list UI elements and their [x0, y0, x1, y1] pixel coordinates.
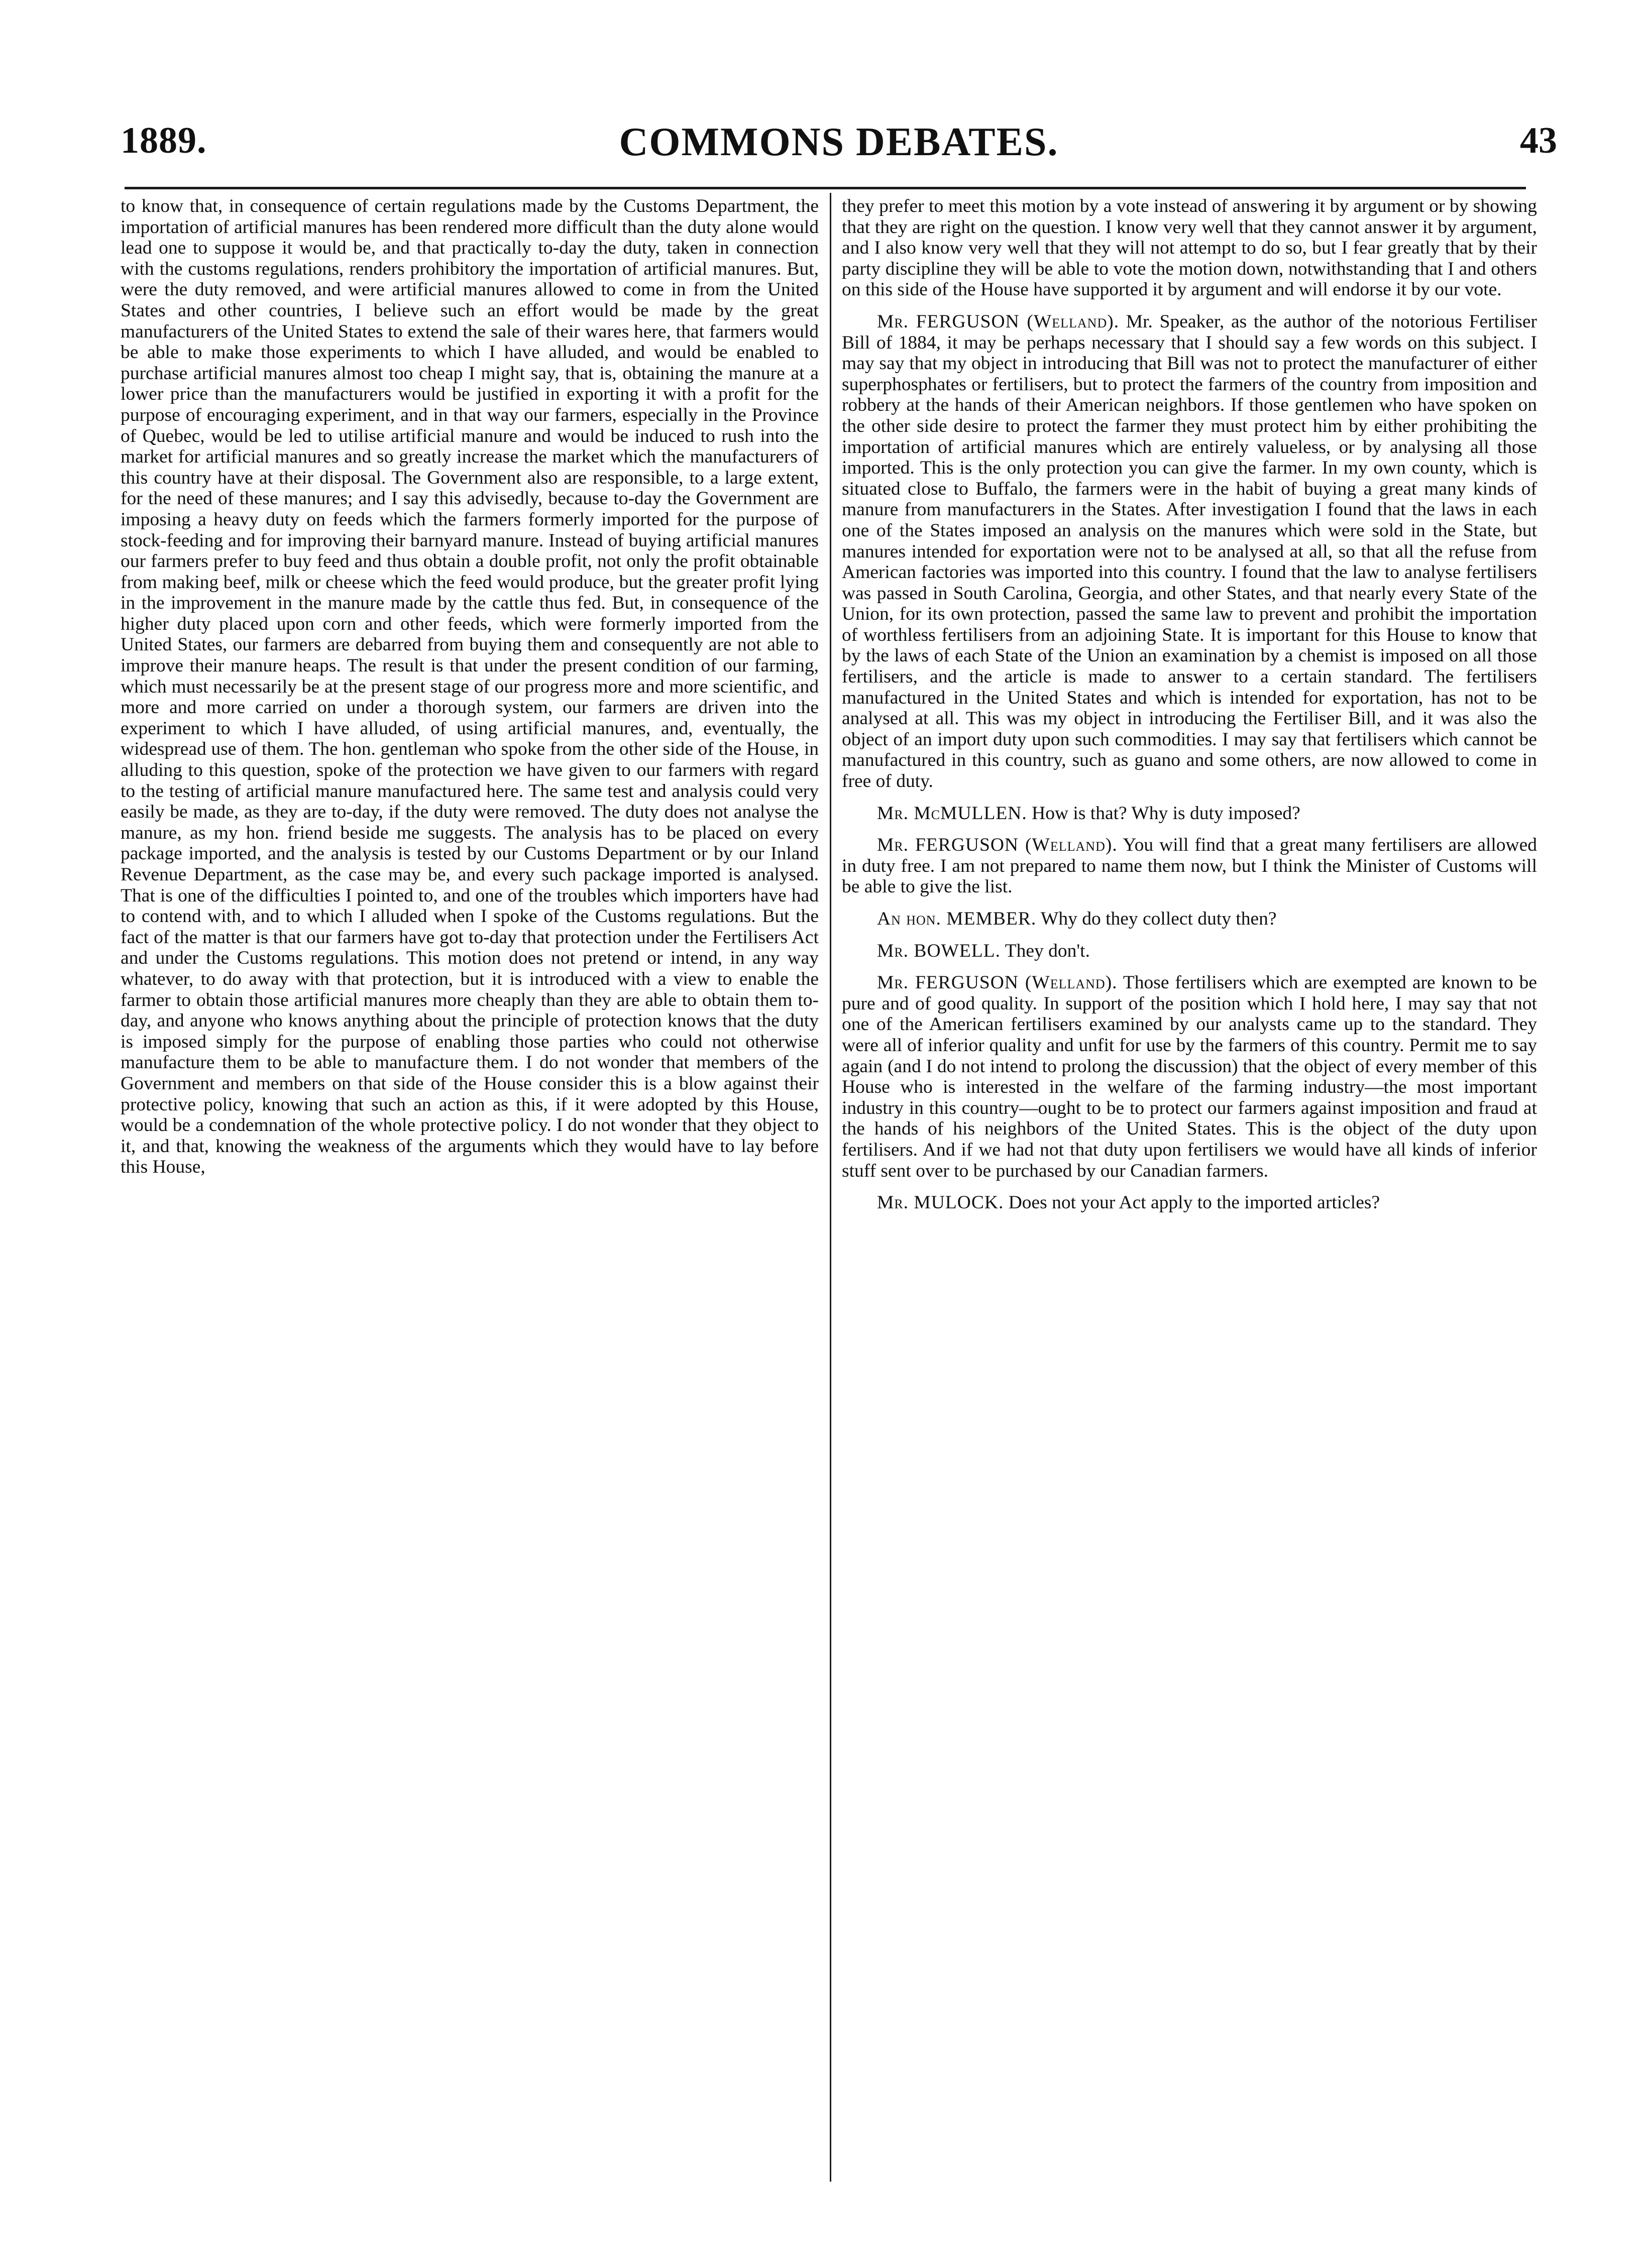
speaker-name: Mr. McMULLEN.	[877, 803, 1027, 824]
speaker-name: An hon. MEMBER.	[877, 909, 1037, 929]
left-column	[121, 196, 819, 1189]
speaker-name: Mr. FERGUSON (Welland).	[877, 835, 1118, 856]
header-rule	[125, 187, 1526, 189]
speaker-name: Mr. MULOCK.	[877, 1192, 1004, 1213]
speech-text: They don't.	[1005, 940, 1090, 961]
page-number: 43	[1520, 120, 1557, 161]
right-column	[842, 196, 1537, 1224]
header-title: COMMONS DEBATES.	[619, 120, 1059, 164]
speech-paragraph	[842, 909, 1537, 930]
speech-paragraph	[842, 803, 1537, 824]
speech-text: Why do they collect duty then?	[1040, 909, 1277, 929]
paragraph-text: they prefer to meet this motion by a vote instead of answering it by argument or by showing that they are right on the question. I know very well that they cannot answer it by argument, and I also know very well that they will not attempt to do so, but I fear greatly that by their party discipline they will be able to vote the motion down, notwithstanding that I and others on this side of the House have supported it by argument and will endorse it by our vote.	[842, 196, 1537, 300]
speech-paragraph	[842, 941, 1537, 962]
speech-paragraph	[842, 835, 1537, 897]
speech-text: How is that? Why is duty imposed?	[1032, 803, 1300, 824]
paragraph	[842, 196, 1537, 300]
speech-paragraph	[842, 972, 1537, 1181]
speaker-name: Mr. FERGUSON (Welland).	[877, 972, 1118, 993]
speech-text: Those fertilisers which are exempted are known to be pure and of good quality. In support of the position which I hold here, I may say that not one of the American fertilisers examined by our analysts came up to the standard. They were all of inferior quality and unfit for use by the farmers of this country. Permit me to say again (and I do not intend to prolong the discussion) that the object of every member of this House who is interested in the welfare of the farming industry—the most important industry in this country—ought to be to protect our farmers against imposition and fraud at the hands of his neighbors of the United States. This is the object of the duty upon fertilisers. And if we had not that duty upon fertilisers we would have all kinds of inferior stuff sent over to be purchased by our Canadian farmers.	[842, 972, 1537, 1181]
speech-text: Mr. Speaker, as the author of the notorious Fertiliser Bill of 1884, it may be perhaps necessary that I should say a few words on this subject. I may say that my object in introducing that Bill was not to protect the manufacturer of either superphosphates or fertilisers, but to protect the farmers of the country from imposition and robbery at the hands of their American neighbors. If those gentlemen who have spoken on the other side desire to protect the farmer they must protect him by either prohibiting the importation of artificial manures which are entirely valueless, or by analysing all those imported. This is the only protection you can give the farmer. In my own county, which is situated close to Buffalo, the farmers were in the habit of buying a great many kinds of manure from manufacturers in the States. After investigation I found that the laws in each one of the States imposed an analysis on the manures which were sold in the State, but manures intended for exportation were not to be analysed at all, so that all the refuse from American factories was imported into this country. I found that the law to analyse fertilisers was passed in South Carolina, Georgia, and other States, and that nearly every State of the Union, for its own protection, passed the same law to prevent and prohibit the importation of worthless fertilisers from an adjoining State. It is important for this House to know that by the laws of each State of the Union an examination by a chemist is imposed on all those fertilisers, and the article is made to answer to a certain standard. The fertilisers manufactured in the United States and which is intended for exportation, has not to be analysed at all. This was my object in introducing the Fertiliser Bill, and it was also the object of an import duty upon such commodities. I may say that fertilisers which cannot be manufactured in this country, such as guano and some others, are now allowed to come in free of duty.	[842, 311, 1537, 792]
speech-paragraph	[842, 311, 1537, 792]
column-divider	[830, 193, 831, 2182]
page-header	[121, 120, 1557, 175]
header-year: 1889.	[121, 120, 207, 161]
speech-paragraph	[842, 1192, 1537, 1213]
speech-text: Does not your Act apply to the imported articles?	[1008, 1192, 1380, 1213]
speaker-name: Mr. FERGUSON (Welland).	[877, 311, 1120, 332]
speaker-name: Mr. BOWELL.	[877, 940, 1001, 961]
speech-text: You will find that a great many fertilisers are allowed in duty free. I am not prepared to name them now, but I think the Minister of Customs will be able to give the list.	[842, 835, 1537, 897]
paragraph: to know that, in consequence of certain regulations made by the Customs Department, the importation of artificial manures has been rendered more difficult than the duty alone would lead one to suppose it would be, and that practically to-day the duty, taken in connection with the customs regulations, renders prohibitory the importation of artificial manures. But, were the duty removed, and were artificial manures allowed to come in from the United States and other countries, I believe such an effort would be made by the great manufacturers of the United States to extend the sale of their wares here, that farmers would be able to make those experiments to which I have alluded, and would be enabled to purchase artificial manures almost too cheap I might say, that is, obtaining the manure at a lower price than the manufacturers would be justified in exporting it with a profit for the purpose of encouraging experiment, and in that way our farmers, especially in the Province of Quebec, would be led to utilise artificial manure and would be induced to rush into the market for artificial manures and so greatly increase the market which the manufacturers of this country have at their disposal. The Government also are responsible, to a large extent, for the need of these manures; and I say this advisedly, because to-day the Government are imposing a heavy duty on feeds which the farmers formerly imported for the purpose of stock-feeding and for improving their barnyard manure. Instead of buying artificial manures our farmers prefer to buy feed and thus obtain a double profit, not only the profit obtainable from making beef, milk or cheese which the feed would produce, but the greater profit lying in the improvement in the manure made by the cattle thus fed. But, in consequence of the higher duty placed upon corn and other feeds, which were formerly imported from the United States, our farmers are debarred from buying them and consequently are not able to improve their manure heaps. The result is that under the present condition of our farming, which must necessarily be at the present stage of our progress more and more scientific, and more and more carried on under a thorough system, our farmers are driven into the experiment to which I have alluded, of using artificial manures, and, eventually, the widespread use of them. The hon. gentleman who spoke from the other side of the House, in alluding to this question, spoke of the protection we have given to our farmers with regard to the testing of artificial manure manufactured here. The same test and analysis could very easily be made, as they are to-day, if the duty were removed. The duty does not analyse the manure, as my hon. friend beside me suggests. The analysis has to be placed on every package imported, and the analysis is tested by our Customs Department or by our Inland Revenue Department, as the case may be, and every such package imported is analysed. That is one of the difficulties I pointed to, and one of the troubles which importers have had to contend with, and to which I alluded when I spoke of the Customs regulations. But the fact of the matter is that our farmers have got to-day that protection under the Fertilisers Act and under the Customs regulations. This motion does not pretend or intend, in any way whatever, to do away with that protection, but it is introduced with a view to enable the farmer to obtain those artificial manures more cheaply than they are able to obtain them to-day, and anyone who knows anything about the principle of protection knows that the duty is imposed simply for the purpose of enabling those parties who could not otherwise manufacture them to be able to manufacture them. I do not wonder that members of the Government and members on that side of the House consider this is a blow against their protective policy, knowing that such an action as this, if it were adopted by this House, would be a condemnation of the whole protective policy. I do not wonder that they object to it, and that, knowing the weakness of the arguments which they would have to lay before this House,	[121, 196, 819, 1178]
